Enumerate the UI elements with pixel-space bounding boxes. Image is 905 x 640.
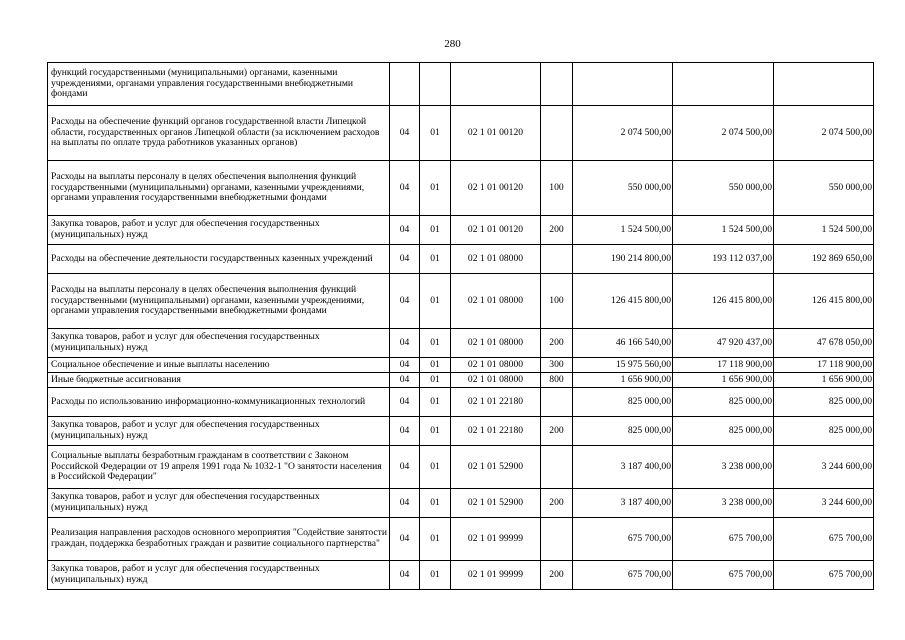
section-code: 04 xyxy=(390,388,420,417)
amount-year-3: 126 415 800,00 xyxy=(774,274,874,329)
amount-year-2: 47 920 437,00 xyxy=(673,329,774,358)
expense-name: Расходы на выплаты персоналу в целях обеспечения выполнения функций государственными (муниципальными) органами, казенными учреждениями, органами управления государственными внебюджетными фондами xyxy=(48,161,390,216)
target-article-code: 02 1 01 00120 xyxy=(451,106,541,161)
amount-year-1: 675 700,00 xyxy=(573,518,673,561)
amount-year-1: 46 166 540,00 xyxy=(573,329,673,358)
amount-year-3: 675 700,00 xyxy=(774,561,874,590)
section-code: 04 xyxy=(390,358,420,373)
amount-year-1: 2 074 500,00 xyxy=(573,106,673,161)
expense-type-code xyxy=(541,63,573,106)
amount-year-3: 192 869 650,00 xyxy=(774,245,874,274)
amount-year-3 xyxy=(774,63,874,106)
amount-year-1: 3 187 400,00 xyxy=(573,446,673,489)
expense-type-code xyxy=(541,446,573,489)
section-code: 04 xyxy=(390,518,420,561)
table-row xyxy=(48,245,874,274)
section-code: 04 xyxy=(390,245,420,274)
amount-year-1: 190 214 800,00 xyxy=(573,245,673,274)
subsection-code: 01 xyxy=(420,446,451,489)
subsection-code: 01 xyxy=(420,245,451,274)
expense-name: Реализация направления расходов основного мероприятия "Содействие занятости граждан, поддержка безработных граждан и развитие социального партнерства" xyxy=(48,518,390,561)
subsection-code: 01 xyxy=(420,388,451,417)
table-row xyxy=(48,417,874,446)
section-code: 04 xyxy=(390,373,420,388)
amount-year-1: 15 975 560,00 xyxy=(573,358,673,373)
amount-year-1 xyxy=(573,63,673,106)
section-code: 04 xyxy=(390,417,420,446)
target-article-code: 02 1 01 08000 xyxy=(451,245,541,274)
amount-year-2: 675 700,00 xyxy=(673,518,774,561)
amount-year-2: 17 118 900,00 xyxy=(673,358,774,373)
expense-type-code: 200 xyxy=(541,329,573,358)
table-row xyxy=(48,388,874,417)
expense-name: Расходы по использованию информационно-коммуникационных технологий xyxy=(48,388,390,417)
expense-type-code: 200 xyxy=(541,489,573,518)
amount-year-3: 550 000,00 xyxy=(774,161,874,216)
expense-type-code: 200 xyxy=(541,561,573,590)
table-row xyxy=(48,161,874,216)
table-row xyxy=(48,518,874,561)
amount-year-3: 17 118 900,00 xyxy=(774,358,874,373)
amount-year-3: 47 678 050,00 xyxy=(774,329,874,358)
subsection-code: 01 xyxy=(420,373,451,388)
amount-year-2: 675 700,00 xyxy=(673,561,774,590)
target-article-code: 02 1 01 52900 xyxy=(451,446,541,489)
expense-type-code: 100 xyxy=(541,161,573,216)
subsection-code: 01 xyxy=(420,358,451,373)
expense-name: Расходы на обеспечение деятельности государственных казенных учреждений xyxy=(48,245,390,274)
amount-year-2: 1 656 900,00 xyxy=(673,373,774,388)
amount-year-3: 3 244 600,00 xyxy=(774,489,874,518)
amount-year-3: 1 656 900,00 xyxy=(774,373,874,388)
table-row xyxy=(48,489,874,518)
expense-name: Закупка товаров, работ и услуг для обеспечения государственных (муниципальных) нужд xyxy=(48,417,390,446)
amount-year-1: 3 187 400,00 xyxy=(573,489,673,518)
section-code: 04 xyxy=(390,446,420,489)
amount-year-3: 3 244 600,00 xyxy=(774,446,874,489)
section-code: 04 xyxy=(390,489,420,518)
amount-year-2: 1 524 500,00 xyxy=(673,216,774,245)
target-article-code: 02 1 01 08000 xyxy=(451,373,541,388)
amount-year-3: 675 700,00 xyxy=(774,518,874,561)
expense-type-code: 800 xyxy=(541,373,573,388)
expense-name: Иные бюджетные ассигнования xyxy=(48,373,390,388)
amount-year-1: 825 000,00 xyxy=(573,417,673,446)
target-article-code: 02 1 01 52900 xyxy=(451,489,541,518)
expense-name: Закупка товаров, работ и услуг для обеспечения государственных (муниципальных) нужд xyxy=(48,216,390,245)
subsection-code: 01 xyxy=(420,417,451,446)
amount-year-2: 550 000,00 xyxy=(673,161,774,216)
amount-year-2: 2 074 500,00 xyxy=(673,106,774,161)
table-row xyxy=(48,446,874,489)
target-article-code: 02 1 01 22180 xyxy=(451,388,541,417)
amount-year-2: 3 238 000,00 xyxy=(673,446,774,489)
subsection-code: 01 xyxy=(420,216,451,245)
amount-year-1: 550 000,00 xyxy=(573,161,673,216)
amount-year-3: 2 074 500,00 xyxy=(774,106,874,161)
expense-name: Расходы на выплаты персоналу в целях обеспечения выполнения функций государственными (муниципальными) органами, казенными учреждениями, органами управления государственными внебюджетными фондами xyxy=(48,274,390,329)
subsection-code: 01 xyxy=(420,518,451,561)
expense-name: Социальное обеспечение и иные выплаты населению xyxy=(48,358,390,373)
target-article-code: 02 1 01 00120 xyxy=(451,161,541,216)
expense-type-code xyxy=(541,518,573,561)
expense-type-code: 100 xyxy=(541,274,573,329)
table-row xyxy=(48,274,874,329)
expense-name: Социальные выплаты безработным гражданам в соответствии с Законом Российской Федерации от 19 апреля 1991 года № 1032-1 "О занятости населения в Российской Федерации" xyxy=(48,446,390,489)
expense-name: Закупка товаров, работ и услуг для обеспечения государственных (муниципальных) нужд xyxy=(48,561,390,590)
target-article-code: 02 1 01 08000 xyxy=(451,329,541,358)
expense-type-code: 300 xyxy=(541,358,573,373)
subsection-code: 01 xyxy=(420,161,451,216)
subsection-code: 01 xyxy=(420,106,451,161)
section-code: 04 xyxy=(390,274,420,329)
table-row xyxy=(48,63,874,106)
amount-year-1: 126 415 800,00 xyxy=(573,274,673,329)
expense-type-code: 200 xyxy=(541,216,573,245)
expense-type-code xyxy=(541,106,573,161)
amount-year-3: 825 000,00 xyxy=(774,388,874,417)
target-article-code: 02 1 01 22180 xyxy=(451,417,541,446)
table-row xyxy=(48,373,874,388)
amount-year-1: 825 000,00 xyxy=(573,388,673,417)
page-number: 280 xyxy=(444,38,461,50)
amount-year-3: 825 000,00 xyxy=(774,417,874,446)
table-row xyxy=(48,561,874,590)
target-article-code: 02 1 01 08000 xyxy=(451,274,541,329)
table-row xyxy=(48,358,874,373)
subsection-code xyxy=(420,63,451,106)
section-code: 04 xyxy=(390,329,420,358)
target-article-code: 02 1 01 99999 xyxy=(451,518,541,561)
amount-year-2 xyxy=(673,63,774,106)
section-code xyxy=(390,63,420,106)
subsection-code: 01 xyxy=(420,329,451,358)
amount-year-1: 1 656 900,00 xyxy=(573,373,673,388)
expense-name: Закупка товаров, работ и услуг для обеспечения государственных (муниципальных) нужд xyxy=(48,489,390,518)
table-row xyxy=(48,106,874,161)
amount-year-2: 193 112 037,00 xyxy=(673,245,774,274)
subsection-code: 01 xyxy=(420,489,451,518)
amount-year-2: 825 000,00 xyxy=(673,388,774,417)
amount-year-2: 825 000,00 xyxy=(673,417,774,446)
expense-name: Расходы на обеспечение функций органов государственной власти Липецкой области, государственных органов Липецкой области (за исключением расходов на выплаты по оплате труда работников указанных органов) xyxy=(48,106,390,161)
amount-year-2: 126 415 800,00 xyxy=(673,274,774,329)
section-code: 04 xyxy=(390,216,420,245)
target-article-code: 02 1 01 00120 xyxy=(451,216,541,245)
section-code: 04 xyxy=(390,161,420,216)
expense-name: функций государственными (муниципальными) органами, казенными учреждениями, органами управления государственными внебюджетными фондами xyxy=(48,63,390,106)
subsection-code: 01 xyxy=(420,274,451,329)
amount-year-1: 675 700,00 xyxy=(573,561,673,590)
amount-year-2: 3 238 000,00 xyxy=(673,489,774,518)
target-article-code: 02 1 01 08000 xyxy=(451,358,541,373)
budget-table-body xyxy=(48,63,874,590)
budget-table xyxy=(47,62,874,590)
expense-name: Закупка товаров, работ и услуг для обеспечения государственных (муниципальных) нужд xyxy=(48,329,390,358)
expense-type-code xyxy=(541,388,573,417)
expense-type-code: 200 xyxy=(541,417,573,446)
amount-year-1: 1 524 500,00 xyxy=(573,216,673,245)
expense-type-code xyxy=(541,245,573,274)
amount-year-3: 1 524 500,00 xyxy=(774,216,874,245)
target-article-code: 02 1 01 99999 xyxy=(451,561,541,590)
table-row xyxy=(48,216,874,245)
section-code: 04 xyxy=(390,106,420,161)
section-code: 04 xyxy=(390,561,420,590)
table-row xyxy=(48,329,874,358)
subsection-code: 01 xyxy=(420,561,451,590)
target-article-code xyxy=(451,63,541,106)
